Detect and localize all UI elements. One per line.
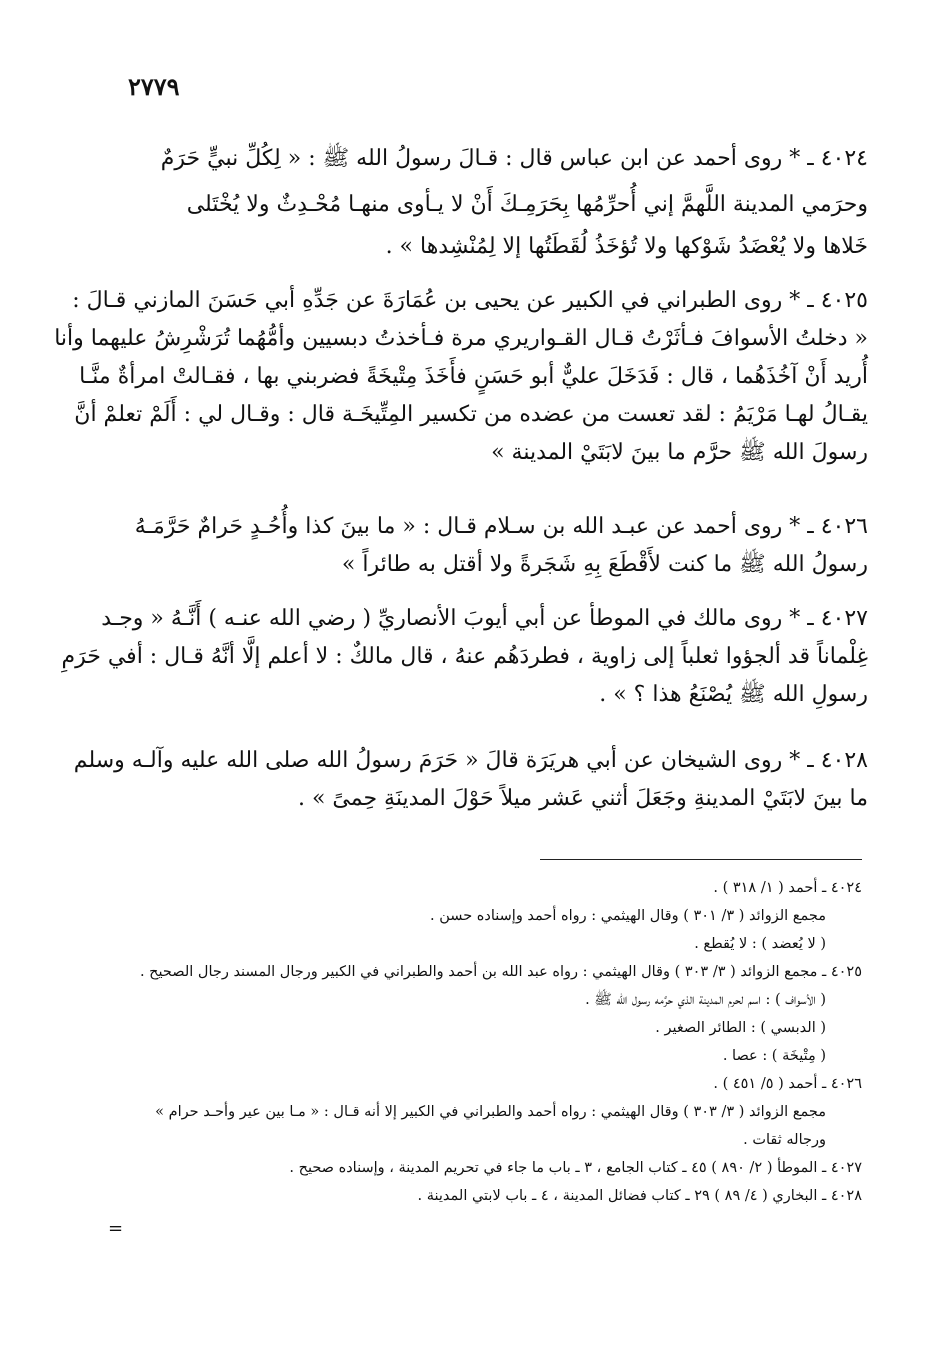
hadith-entry-4026: [134, 508, 868, 584]
footnote: ٤٠٢٥ ـ مجمع الزوائد ( ٣/ ٣٠٣ ) وقال الهيثمي : رواه عبد الله بن أحمد والطبراني في الكبير ورجال المسند رجال الصحيح .: [139, 964, 862, 980]
entry-line: يقـالُ لهـا مَرْيَمُ : لقد تعست من عضده من تكسير المِتِّيخَـة قال : وقـال لي : أَلَمْ تعلمْ أنَّ: [74, 402, 868, 427]
entry-line: « دخلتُ الأسوافَ فـأثَرْتُ قـال القـواريري مرة فـأخذتُ دبسيين وأمُّهُما تُرَشْرِشُ عليهما وأنا: [54, 326, 868, 351]
entry-line: ٤٠٢٨ ـ * روى الشيخان عن أبي هريَرَة قالَ « حَرَمَ رسولُ الله صلى الله عليه وآلـه وسلم: [73, 748, 868, 773]
entry-line: رسولَ الله ﷺ حرَّم ما بينَ لابَتَيْ المدينة »: [491, 440, 868, 465]
entry-line: ٤٠٢٧ ـ * روى مالك في الموطأ عن أبي أيوبَ الأنصاريِّ ( رضي الله عنـه ) أَنَّـهُ « وجـد: [101, 606, 868, 631]
footnote: ٤٠٢٨ ـ البخاري ( ٤/ ٨٩ ) ٢٩ ـ كتاب فضائل المدينة ، ٤ ـ باب لابتي المدينة .: [417, 1188, 862, 1204]
footnote: ورجاله ثقات .: [743, 1132, 826, 1148]
footnote: مجمع الزوائد ( ٣/ ٣٠١ ) وقال الهيثمي : رواه أحمد وإسناده حسن .: [430, 908, 826, 924]
entry-line: رسولُ الله ﷺ ما كنت لأَقْطَعَ بِهِ شَجَرةً ولا أقتل به طائراً »: [341, 552, 868, 577]
entry-line: ما بينَ لابَتَيْ المدينةِ وجَعَلَ أثني عَشر ميلاً حَوْلَ المدينَةِ حِمىً » .: [297, 786, 868, 811]
entry-line: ٤٠٢٥ ـ * روى الطبراني في الكبير عن يحيى بن عُمَارَةَ عن جَدِّهِ أبي حَسَنَ المازني قـالَ :: [72, 288, 868, 313]
footnote-separator: [540, 859, 862, 860]
footnote: مجمع الزوائد ( ٣/ ٣٠٣ ) وقال الهيثمي : رواه أحمد والطبراني في الكبير إلا أنه قـال : « مـا بين عير وأحـد حرام »: [155, 1104, 826, 1120]
hadith-entry-4028: [73, 742, 868, 818]
footnote: ( الأسواف ) : اسم لحرم المدينة الذي حرَّمه رسول الله ﷺ .: [585, 992, 826, 1008]
entry-line: رسولِ الله ﷺ يُصْنَعُ هذا ؟ » .: [599, 682, 868, 707]
hadith-entry-4027: [61, 600, 868, 714]
hadith-entry-4024: [140, 140, 868, 266]
footnote: ٤٠٢٧ ـ الموطأ ( ٢/ ٨٩٠ ) ٤٥ ـ كتاب الجامع ، ٣ ـ باب ما جاء في تحريم المدينة ، وإسناده صحيح .: [289, 1160, 862, 1176]
entry-line: وحرَمي المدينة اللَّهمَّ إني أُحرِّمُها بِحَرَمِـكَ أَنْ لا يـأوى منهـا مُحْـدِثٌ ولا يُخْتَلى: [186, 192, 868, 217]
margin-mark: =: [108, 1218, 124, 1239]
entry-line: ٤٠٢٦ ـ * روى أحمد عن عبـد الله بن سـلام قـال : « ما بينَ كذا وأُحُـدٍ حَرامٌ حَرَّمَـهُ: [134, 514, 868, 539]
footnote: ٤٠٢٦ ـ أحمد ( ٥/ ٤٥١ ) .: [713, 1076, 862, 1092]
footnote: ( لا يُعضد ) : لا يُقطع .: [694, 936, 826, 952]
entry-line: غِلْماناً قد ألجؤوا ثعلباً إلى زاوية ، فطردَهُم عنهُ ، قال مالكٌ : لا أعلم إلَّا أنَّهُ قـال : أفي حَرَمِ: [61, 644, 868, 669]
footnote: ٤٠٢٤ ـ أحمد ( ١/ ٣١٨ ) .: [713, 880, 862, 896]
footnote: ( مِتْيخَة ) : عصا .: [722, 1048, 826, 1064]
footnote: ( الدبسي ) : الطائر الصغير .: [655, 1020, 826, 1036]
entry-line: ٤٠٢٤ ـ * روى أحمد عن ابن عباس قال : قـالَ رسولُ الله ﷺ : « لِكُلِّ نبيٍّ حَرَمٌ: [160, 146, 868, 171]
entry-line: أُريد أَنْ آخُذَهُما ، قال : فَدَخَلَ عليٌّ أبو حَسَنٍ فأَخَذَ مِتْيخَةً فضربني بها ، فقـالتْ امرأةٌ منَّـا: [79, 364, 868, 389]
hadith-entry-4025: [54, 282, 868, 472]
page-number: ٢٧٧٩: [128, 72, 180, 101]
entry-line: خَلاها ولا يُعْضَدُ شَوْكها ولا تُؤخَذُ لُقَطَتُها إلا لِمُنْشِدها » .: [385, 234, 868, 259]
